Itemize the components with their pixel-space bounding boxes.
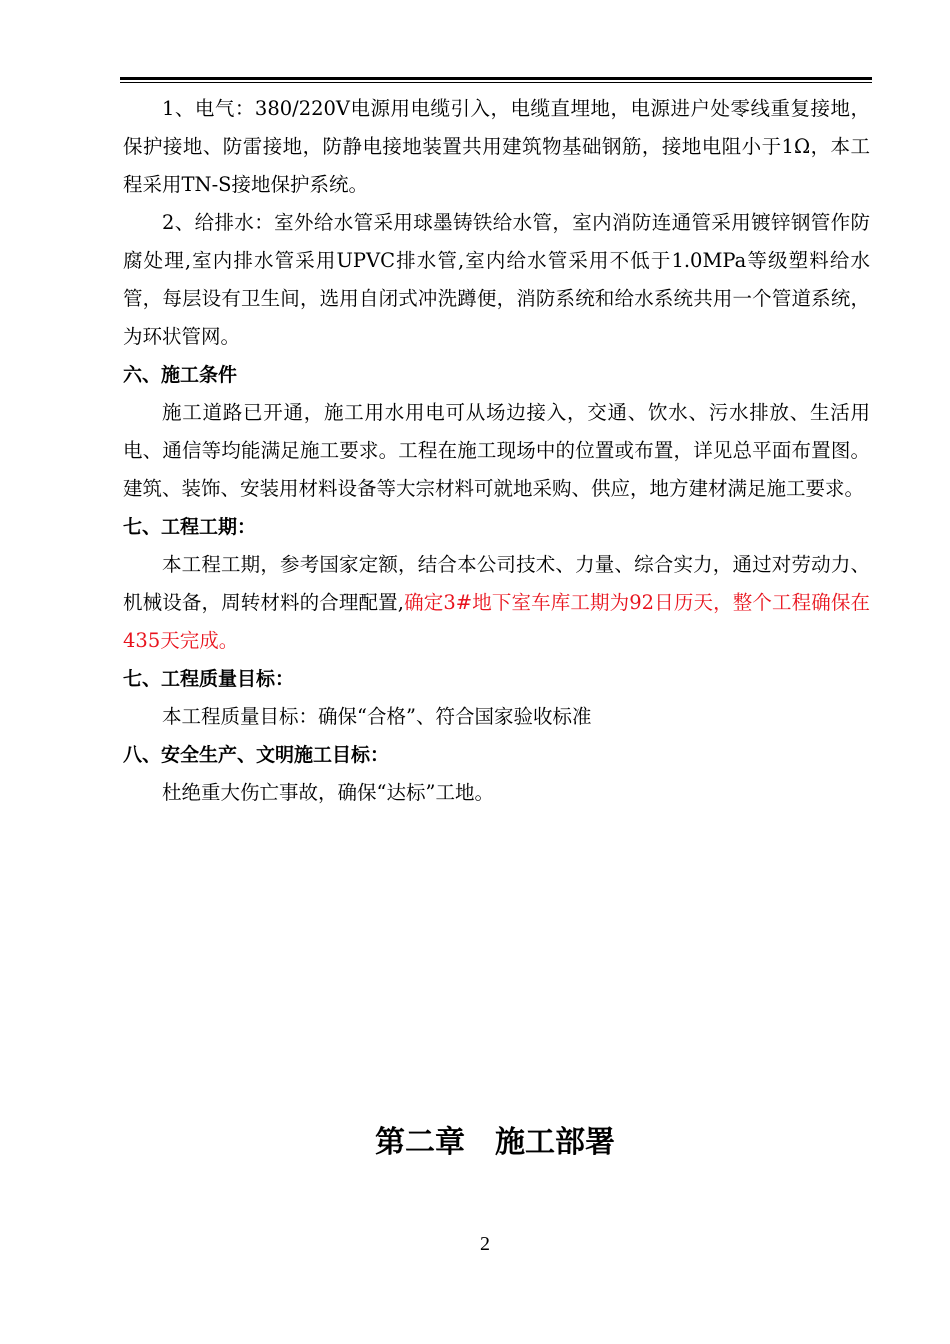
paragraph-plumbing: 2、给排水：室外给水管采用球墨铸铁给水管，室内消防连通管采用镀锌钢管作防腐处理,室内排水管采用UPVC排水管,室内给水管采用不低于1.0MPa等级塑料给水管，每层设有卫生间，选用自闭式冲洗蹲便，消防系统和给水系统共用一个管道系统，为环状管网。: [123, 211, 870, 348]
schedule-text: 本工程工期，参考国家定额，结合本公司技术、力量、综合实力，通过对劳动力、机械设备，周转材料的合理配置,: [123, 553, 870, 614]
paragraph-safety: 杜绝重大伤亡事故，确保“达标”工地。: [162, 781, 494, 804]
paragraph-schedule: [123, 546, 870, 660]
schedule-highlight: 确定3#地下室车库工期为92日历天，整个工程确保在435天完成。: [123, 591, 871, 652]
heading-safety: 八、安全生产、文明施工目标：: [123, 744, 390, 766]
page-number: 2: [480, 1233, 490, 1255]
header-rule: [120, 77, 872, 80]
heading-construction-conditions: 六、施工条件: [123, 364, 238, 386]
paragraph-construction-conditions: 施工道路已开通，施工用水用电可从场边接入，交通、饮水、污水排放、生活用电、通信等均能满足施工要求。工程在施工现场中的位置或布置，详见总平面布置图。建筑、装饰、安装用材料设备等大宗材料可就地采购、供应，地方建材满足施工要求。: [123, 401, 870, 500]
heading-quality: 七、工程质量目标：: [123, 668, 295, 690]
chapter-title: 第二章 施工部署: [375, 1125, 615, 1160]
paragraph-electrical: 1、电气：380/220V电源用电缆引入，电缆直埋地，电源进户处零线重复接地，保护接地、防雷接地，防静电接地装置共用建筑物基础钢筋，接地电阻小于1Ω，本工程采用TN-S接地保护系统。: [123, 97, 870, 196]
header-rule-thin: [120, 82, 872, 83]
paragraph-quality: 本工程质量目标：确保“合格”、符合国家验收标准: [162, 705, 592, 728]
document-body: [123, 90, 870, 812]
heading-schedule: 七、工程工期：: [123, 516, 257, 538]
